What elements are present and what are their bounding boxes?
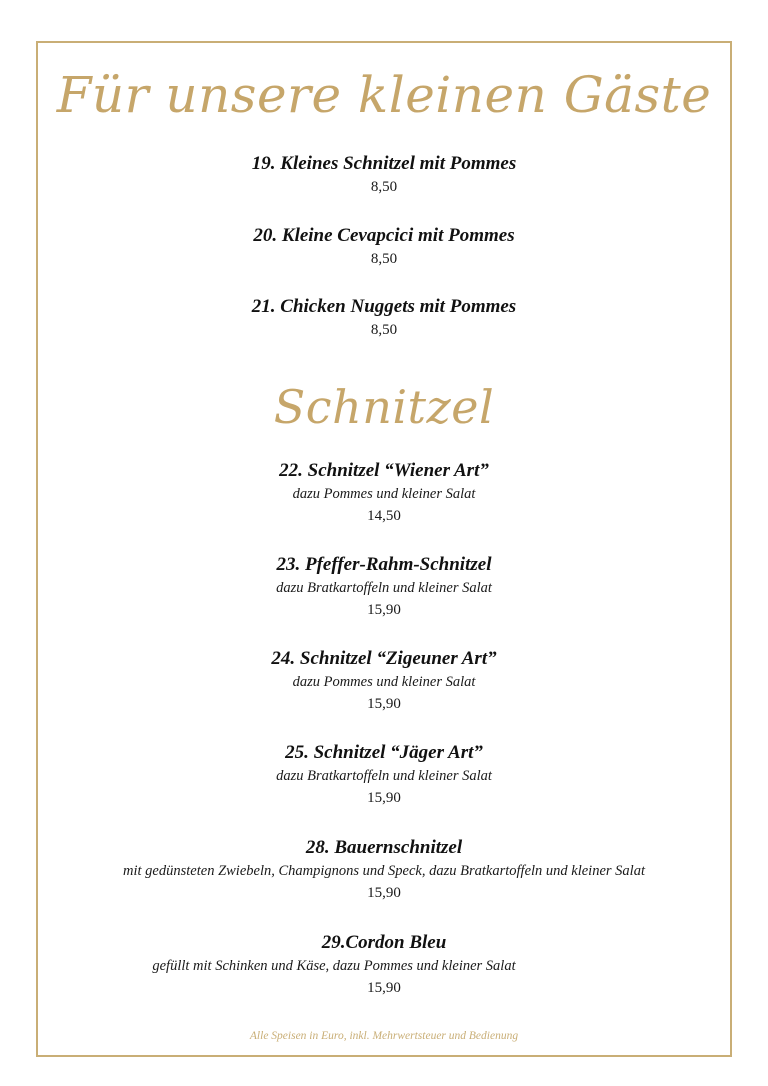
item-name: 23. Pfeffer-Rahm-Schnitzel xyxy=(276,554,492,575)
item-price: 8,50 xyxy=(370,251,398,267)
item-name: 28. Bauernschnitzel xyxy=(305,837,463,858)
item-description: dazu Pommes und kleiner Salat xyxy=(292,486,476,502)
price-footnote: Alle Speisen in Euro, inkl. Mehrwertsteuer und Bedienung xyxy=(249,1030,519,1042)
item-name: 29.Cordon Bleu xyxy=(321,932,447,953)
menu-item-22 xyxy=(0,459,768,527)
menu-item-21 xyxy=(0,295,768,341)
item-name: 20. Kleine Cevapcici mit Pommes xyxy=(253,225,515,246)
item-description: gefüllt mit Schinken und Käse, dazu Pommes und kleiner Salat xyxy=(152,958,516,974)
item-price: 15,90 xyxy=(367,602,401,618)
menu-item-19 xyxy=(0,152,768,198)
item-name: 21. Chicken Nuggets mit Pommes xyxy=(251,296,517,317)
item-name: 25. Schnitzel “Jäger Art” xyxy=(285,742,483,763)
item-description: dazu Bratkartoffeln und kleiner Salat xyxy=(276,580,492,596)
menu-item-28 xyxy=(0,836,768,904)
item-price: 14,50 xyxy=(367,508,401,524)
item-description: dazu Bratkartoffeln und kleiner Salat xyxy=(276,768,492,784)
menu-item-24 xyxy=(0,647,768,715)
item-price: 15,90 xyxy=(367,885,401,901)
kids-section-title: Für unsere kleinen Gäste xyxy=(56,66,712,124)
menu-item-29 xyxy=(0,931,768,999)
item-price: 8,50 xyxy=(370,322,398,338)
item-description: mit gedünsteten Zwiebeln, Champignons und Speck, dazu Bratkartoffeln und kleiner Salat xyxy=(123,863,645,879)
item-price: 15,90 xyxy=(367,790,401,806)
item-price: 15,90 xyxy=(367,980,401,996)
item-name: 24. Schnitzel “Zigeuner Art” xyxy=(271,648,497,669)
schnitzel-section-title: Schnitzel xyxy=(273,380,495,434)
menu-item-20 xyxy=(0,224,768,270)
item-name: 19. Kleines Schnitzel mit Pommes xyxy=(251,153,517,174)
item-price: 8,50 xyxy=(370,179,398,195)
item-name: 22. Schnitzel “Wiener Art” xyxy=(279,460,489,481)
menu-item-25 xyxy=(0,741,768,809)
item-description: dazu Pommes und kleiner Salat xyxy=(292,674,476,690)
menu-item-23 xyxy=(0,553,768,621)
item-price: 15,90 xyxy=(367,696,401,712)
